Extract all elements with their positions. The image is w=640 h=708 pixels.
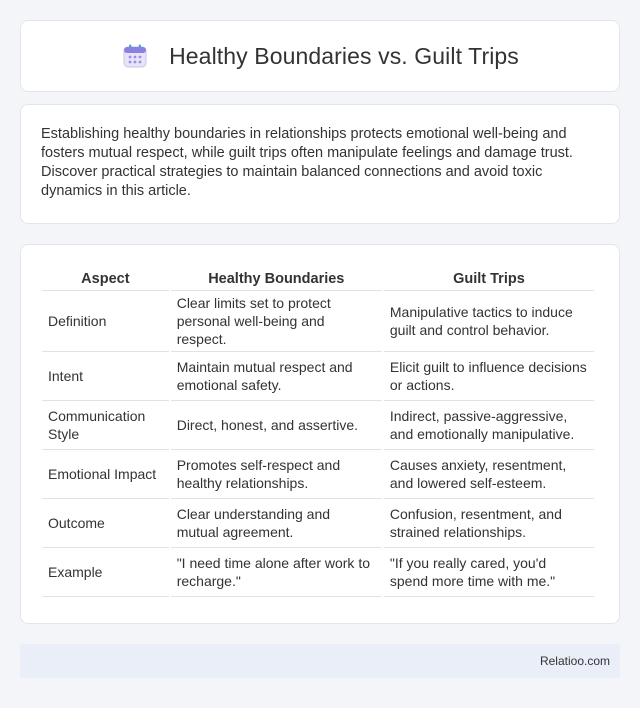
table-cell-aspect: Definition — [42, 291, 169, 352]
table-row — [42, 291, 594, 352]
table-cell-guilt: Elicit guilt to influence decisions or actions. — [384, 352, 594, 401]
title-card — [20, 20, 620, 92]
table-cell-guilt: Causes anxiety, resentment, and lowered self-esteem. — [384, 450, 594, 499]
column-header-aspect: Aspect — [42, 265, 169, 291]
table-cell-healthy: Clear understanding and mutual agreement. — [171, 499, 382, 548]
table-cell-healthy: Promotes self-respect and healthy relationships. — [171, 450, 382, 499]
table-cell-healthy: Direct, honest, and assertive. — [171, 401, 382, 450]
table-row — [42, 450, 594, 499]
table-cell-healthy: "I need time alone after work to recharge." — [171, 548, 382, 597]
intro-text: Establishing healthy boundaries in relationships protects emotional well-being and fosters mutual respect, while guilt trips often manipulate feelings and damage trust. Discover practical strategies to maintain balanced connections and avoid toxic dynamics in this article. — [41, 126, 573, 199]
table-cell-guilt: "If you really cared, you'd spend more time with me." — [384, 548, 594, 597]
table-cell-healthy: Clear limits set to protect personal well-being and respect. — [171, 291, 382, 352]
column-header-healthy-boundaries: Healthy Boundaries — [171, 265, 382, 291]
comparison-table — [40, 265, 596, 597]
table-cell-aspect: Communication Style — [42, 401, 169, 450]
table-row — [42, 548, 594, 597]
table-cell-aspect: Example — [42, 548, 169, 597]
intro-card — [20, 104, 620, 224]
table-cell-guilt: Indirect, passive-aggressive, and emotionally manipulative. — [384, 401, 594, 450]
footer — [20, 644, 620, 678]
calendar-icon — [121, 42, 149, 70]
table-cell-guilt: Confusion, resentment, and strained relationships. — [384, 499, 594, 548]
comparison-table-card — [20, 244, 620, 624]
table-cell-aspect: Intent — [42, 352, 169, 401]
table-cell-guilt: Manipulative tactics to induce guilt and control behavior. — [384, 291, 594, 352]
table-row — [42, 499, 594, 548]
table-header-row — [42, 265, 594, 291]
column-header-guilt-trips: Guilt Trips — [384, 265, 594, 291]
table-cell-aspect: Outcome — [42, 499, 169, 548]
footer-brand: Relatioo.com — [539, 654, 610, 668]
table-row — [42, 352, 594, 401]
table-cell-healthy: Maintain mutual respect and emotional safety. — [171, 352, 382, 401]
page-title: Healthy Boundaries vs. Guilt Trips — [169, 42, 519, 69]
table-cell-aspect: Emotional Impact — [42, 450, 169, 499]
table-row — [42, 401, 594, 450]
